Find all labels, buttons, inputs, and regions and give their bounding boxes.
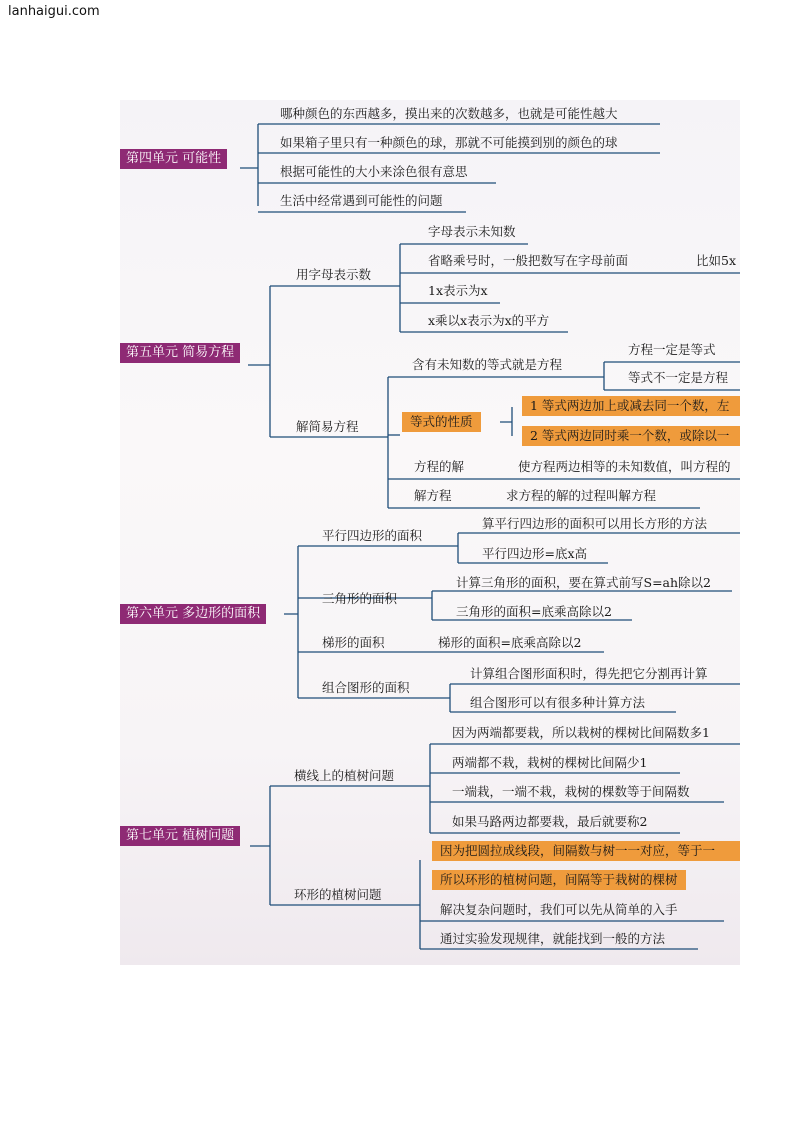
mind-map	[120, 100, 740, 965]
u5-definition-item-1: 方程一定是等式	[628, 342, 716, 357]
u5-equality-properties: 等式的性质	[402, 412, 481, 432]
u5-letters-item-4: x乘以x表示为x的平方	[428, 313, 550, 328]
u5-letters-item-1: 字母表示未知数	[428, 224, 516, 239]
site-watermark: lanhaigui.com	[8, 4, 100, 19]
u4-item-1: 哪种颜色的东西越多，摸出来的次数越多，也就是可能性越大	[280, 106, 618, 121]
u4-item-4: 生活中经常遇到可能性的问题	[280, 193, 443, 208]
u6-triangle-item-1: 计算三角形的面积，要在算式前写S=ah除以2	[456, 575, 711, 590]
u7-line-item-3: 一端栽，一端不栽，栽树的棵数等于间隔数	[452, 784, 690, 799]
u5-solving-label: 解方程	[414, 488, 452, 503]
u5-solution-label: 方程的解	[414, 459, 465, 474]
u5-property-2: 2 等式两边同时乘一个数，或除以一	[522, 426, 740, 446]
u6-composite-item-2: 组合图形可以有很多种计算方法	[470, 695, 646, 710]
u5-solving-text: 求方程的解的过程叫解方程	[506, 488, 657, 503]
u5-definition-item-2: 等式不一定是方程	[628, 370, 729, 385]
u7-ring-item-1: 因为把圆拉成线段，间隔数与树一一对应，等于一	[432, 841, 740, 861]
u6-branch-trapezoid: 梯形的面积	[322, 635, 385, 650]
unit-4-title: 第四单元 可能性	[120, 149, 227, 169]
u5-letters-note: 比如5x	[696, 253, 737, 268]
unit-6-title: 第六单元 多边形的面积	[120, 604, 266, 624]
unit-7-title: 第七单元 植树问题	[120, 826, 240, 846]
u5-letters-item-2: 省略乘号时，一般把数写在字母前面	[428, 253, 629, 268]
u7-line-item-2: 两端都不栽，栽树的棵树比间隔少1	[452, 755, 648, 770]
u5-property-1: 1 等式两边加上或减去同一个数，左	[522, 396, 740, 416]
u7-branch-line: 横线上的植树问题	[294, 768, 395, 783]
u6-triangle-item-2: 三角形的面积=底乘高除以2	[456, 604, 612, 619]
u7-line-item-4: 如果马路两边都要栽，最后就要称2	[452, 814, 648, 829]
u5-equation-definition: 含有未知数的等式就是方程	[412, 357, 563, 372]
u7-line-item-1: 因为两端都要栽，所以栽树的棵树比间隔数多1	[452, 725, 710, 740]
u6-branch-triangle: 三角形的面积	[322, 591, 398, 606]
u7-branch-ring: 环形的植树问题	[294, 887, 382, 902]
u4-item-3: 根据可能性的大小来涂色很有意思	[280, 164, 468, 179]
u7-ring-item-4: 通过实验发现规律，就能找到一般的方法	[440, 931, 666, 946]
u5-branch-letters: 用字母表示数	[296, 267, 372, 282]
u5-solution-text: 使方程两边相等的未知数值，叫方程的	[518, 459, 731, 474]
u6-composite-item-1: 计算组合图形面积时，得先把它分割再计算	[470, 666, 708, 681]
u7-ring-item-2: 所以环形的植树问题，间隔等于栽树的棵树	[432, 870, 686, 890]
unit-5-title: 第五单元 简易方程	[120, 343, 240, 363]
u6-trapezoid-text: 梯形的面积=底乘高除以2	[438, 635, 582, 650]
u5-branch-equation: 解简易方程	[296, 419, 359, 434]
u6-branch-parallelogram: 平行四边形的面积	[322, 528, 423, 543]
u5-letters-item-3: 1x表示为x	[428, 283, 488, 298]
u6-branch-composite: 组合图形的面积	[322, 680, 410, 695]
u7-ring-item-3: 解决复杂问题时，我们可以先从简单的入手	[440, 902, 678, 917]
u6-parallelogram-item-2: 平行四边形=底x高	[482, 546, 588, 561]
u4-item-2: 如果箱子里只有一种颜色的球，那就不可能摸到别的颜色的球	[280, 135, 618, 150]
u6-parallelogram-item-1: 算平行四边形的面积可以用长方形的方法	[482, 516, 708, 531]
